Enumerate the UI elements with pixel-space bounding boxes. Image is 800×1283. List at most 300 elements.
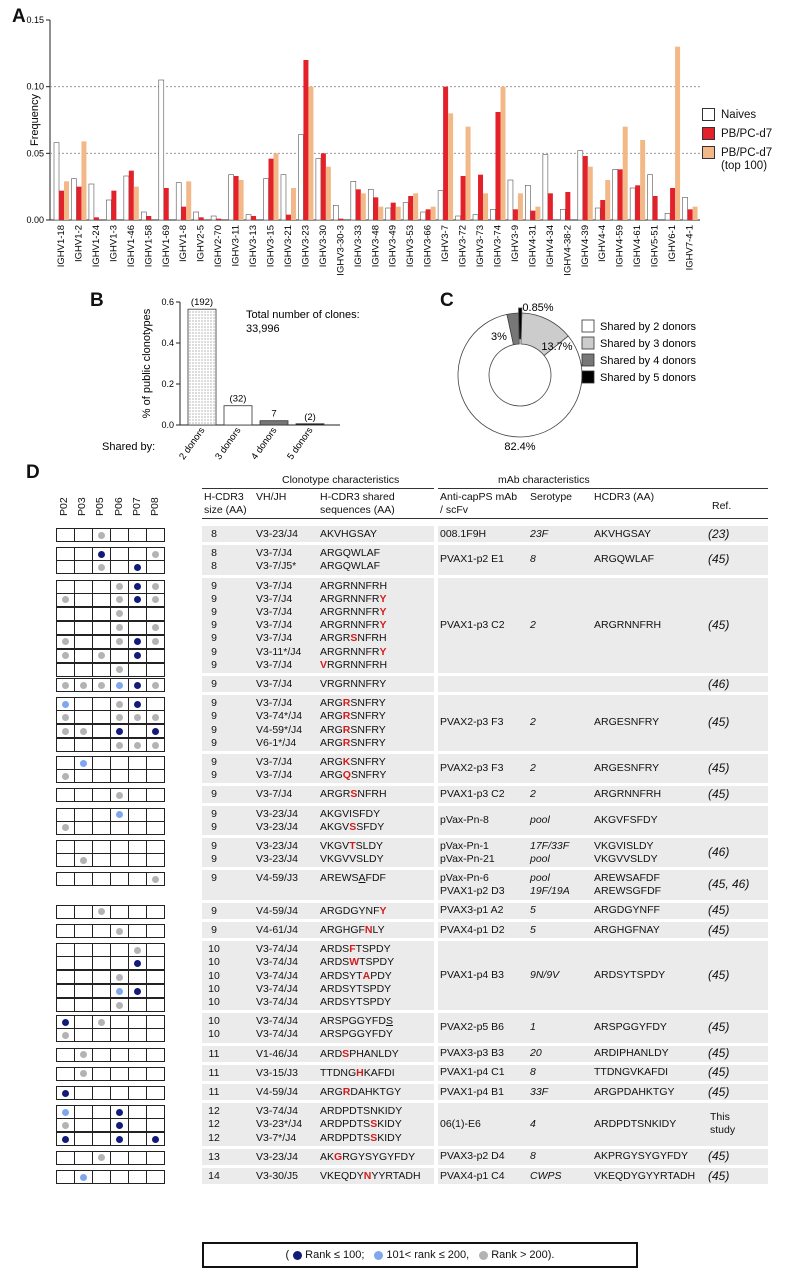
shared-sequence: [320, 1150, 415, 1164]
rank-dot-icon: [62, 1032, 69, 1039]
mab-hcdr3: ARGRNNFRH: [594, 787, 662, 800]
donor-cell: [92, 956, 111, 970]
rank-dot-icon: [152, 876, 159, 883]
sequence-part: VRGRNNFRY: [320, 678, 387, 690]
donor-row: [56, 822, 165, 836]
x-tick-label: IGHV1-69: [160, 225, 172, 268]
donor-grid: [56, 788, 165, 802]
header-rule-2: [438, 488, 768, 489]
donor-cell: [110, 593, 129, 607]
header-anti-2: / scFv: [440, 504, 468, 516]
serotype: 17F/33F: [530, 839, 570, 852]
bar-count-label: (192): [190, 297, 214, 309]
mab-hcdr3: AREWSAFDF: [594, 871, 660, 884]
donor-cell: [146, 1105, 165, 1119]
bar-IGHV3-7-s2: [448, 113, 453, 220]
donor-cell: [110, 580, 129, 594]
sequence-part: ARGRNNFR: [320, 592, 380, 605]
sequence-part: YYRTADH: [371, 1170, 421, 1182]
group-bg-clonotype: [202, 806, 434, 835]
group-15: [20, 1065, 780, 1084]
donor-cell: [110, 956, 129, 970]
shared-sequence: [320, 527, 377, 541]
donor-cell: [74, 621, 93, 635]
sequence-part: ARGRNNFR: [320, 619, 380, 632]
hcdr3-size: 12: [208, 1105, 220, 1118]
shared-sequence: [320, 696, 386, 710]
sequence-part: ARG: [320, 736, 343, 749]
donor-cell: [56, 580, 75, 594]
bar-IGHV3-73-s2: [483, 193, 488, 220]
bar-IGHV1-58-s1: [146, 216, 151, 220]
donor-cell: [110, 821, 129, 835]
rank-legend-3: Rank > 200).: [491, 1249, 555, 1261]
group-18: [20, 1149, 780, 1168]
donor-row: [56, 770, 165, 784]
x-tick-label: IGHV3-21: [282, 225, 294, 268]
donor-cell: [146, 905, 165, 919]
donor-cell: [92, 738, 111, 752]
donor-cell: [74, 769, 93, 783]
donor-cell: [92, 756, 111, 770]
rank-dot-icon: [80, 682, 87, 689]
slice-label-3-donors: 13.7%: [541, 341, 573, 353]
mab-name: PVAX1-p4 C1: [440, 1066, 505, 1079]
legend-item-pbpc-top100: [702, 146, 772, 159]
group-bg-clonotype: [202, 526, 434, 542]
donor-cell: [146, 1015, 165, 1029]
sequence-part: ARGQWLAF: [320, 547, 381, 560]
rank-dot-icon: [152, 624, 159, 631]
rank-dot-icon: [98, 564, 105, 571]
hcdr3-size: 9: [211, 807, 217, 820]
donor-cell: [146, 998, 165, 1012]
donor-cell: [110, 924, 129, 938]
header-shared-2: sequences (AA): [320, 504, 395, 516]
group-19: [20, 1168, 780, 1187]
x-tick-label: IGHV3-73: [475, 225, 487, 268]
donor-cell: [110, 1118, 129, 1132]
vh-jh: V3-7/J4: [256, 678, 293, 690]
group-bg-clonotype: [202, 1013, 434, 1042]
legend-item-naives: [702, 108, 756, 121]
x-tick-label: IGHV3-30: [317, 225, 329, 268]
donor-grid: [56, 1151, 165, 1165]
bar-IGHV4-39-s1: [583, 156, 588, 220]
donor-cell: [146, 635, 165, 649]
donor-cell: [74, 1086, 93, 1100]
donor-cell: [146, 738, 165, 752]
donor-row: [56, 957, 165, 971]
donor-cell: [128, 580, 147, 594]
rank-dot-icon: [62, 1090, 69, 1097]
bar-IGHV1-2-s1: [76, 187, 81, 220]
donor-cell: [56, 663, 75, 677]
sequence-part: ARGRNNFRH: [320, 579, 388, 592]
panel-letter-d: D: [26, 462, 40, 483]
donor-cell: [128, 635, 147, 649]
donor-row: [56, 924, 165, 938]
donor-cell: [110, 1028, 129, 1042]
reference: (23): [708, 526, 730, 541]
sequence-part: NFRH: [357, 632, 387, 645]
y-tick-label: 0.4: [161, 338, 174, 348]
shared-sequence: [320, 546, 380, 560]
bar-IGHV1-2-s0: [71, 179, 76, 220]
donor-grid: [56, 924, 165, 938]
rank-dot-icon: [116, 1002, 123, 1009]
vh-jh: V3-23/J4: [256, 840, 299, 852]
bar-IGHV4-4-s2: [605, 180, 610, 220]
bar-IGHV4-4-s0: [595, 208, 600, 220]
donor-cell: [128, 769, 147, 783]
header-mab: mAb characteristics: [498, 474, 590, 486]
donor-grid: [56, 580, 165, 678]
donor-cell: [92, 853, 111, 867]
x-tick-label: IGHV4-39: [579, 225, 591, 268]
shared-sequence: [320, 807, 380, 821]
donor-cell: [74, 840, 93, 854]
hcdr3-size: 11: [208, 1066, 220, 1079]
donor-cell: [74, 663, 93, 677]
donor-grid: [56, 678, 165, 692]
mab-name: PVAX1-p4 B3: [440, 969, 505, 982]
donor-cell: [56, 724, 75, 738]
hcdr3-size: 8: [211, 560, 217, 573]
rank-dot-icon: [116, 610, 123, 617]
donor-cell: [110, 905, 129, 919]
vh-jh: V3-74*/J4: [256, 710, 303, 723]
donor-cell: [146, 1048, 165, 1062]
donor-col-P05: P05: [94, 497, 107, 516]
sequence-part: ARGHGF: [320, 924, 365, 936]
shared-sequence: [320, 787, 387, 801]
bar-IGHV3-15-s1: [269, 159, 274, 220]
rank-dot-icon: [116, 988, 123, 995]
donor-cell: [128, 528, 147, 542]
sequence-part: ARGDGYNF: [320, 904, 380, 917]
panel-letter-a: A: [12, 6, 26, 27]
serotype: 5: [530, 923, 536, 936]
sequence-part: ARG: [320, 769, 343, 782]
donor-cell: [128, 1151, 147, 1165]
group-7: [20, 806, 780, 838]
mab-name: 06(1)-E6: [440, 1117, 481, 1130]
donor-cell: [110, 697, 129, 711]
donor-cell: [110, 1105, 129, 1119]
x-tick-label: 4 donors: [249, 425, 280, 463]
donor-cell: [74, 808, 93, 822]
shared-sequence: [320, 736, 386, 750]
bar-IGHV3-73-s0: [473, 215, 478, 220]
sequence-part: ARG: [320, 697, 343, 710]
rank-dot-icon: [152, 583, 159, 590]
donor-cell: [92, 580, 111, 594]
rank-dot-icon: [62, 1136, 69, 1143]
shared-sequence: [320, 658, 387, 672]
donor-row: [56, 1119, 165, 1133]
bar-IGHV3-66-s1: [426, 209, 431, 220]
sequence-part: ARDSYT: [320, 969, 363, 982]
legend-swatch-2: [582, 354, 594, 366]
bar-IGHV7-4-1-s1: [688, 209, 693, 220]
donor-cell: [56, 1105, 75, 1119]
donor-cell: [74, 678, 93, 692]
group-8: [20, 838, 780, 870]
shared-sequence: [320, 605, 387, 619]
donor-cell: [128, 808, 147, 822]
bar-IGHV4-4-s1: [600, 200, 605, 220]
serotype: 33F: [530, 1085, 549, 1098]
bar-5 donors: [296, 424, 324, 425]
donor-cell: [110, 560, 129, 574]
donor-cell: [74, 1067, 93, 1081]
slice-label-2-donors: 82.4%: [504, 441, 536, 453]
serotype: 1: [530, 1021, 536, 1034]
bar-IGHV3-21-s2: [291, 188, 296, 220]
bar-IGHV4-34-s1: [548, 193, 553, 220]
donor-row: [56, 678, 165, 692]
mutation-residue: V: [320, 658, 328, 671]
donor-cell: [110, 663, 129, 677]
header-size: H-CDR3: [204, 491, 244, 503]
x-tick-label: IGHV2-5: [195, 225, 207, 262]
donor-cell: [128, 1170, 147, 1184]
vh-jh: V1-46/J4: [256, 1047, 299, 1060]
donor-cell: [56, 738, 75, 752]
donor-cell: [146, 678, 165, 692]
mutation-residue: S: [370, 1118, 378, 1131]
bar-IGHV3-33-s0: [351, 181, 356, 220]
bar-IGHV3-72-s0: [456, 216, 461, 220]
donor-cell: [56, 635, 75, 649]
vh-jh: V3-23/J4: [256, 820, 299, 833]
reference: study: [710, 1124, 736, 1137]
donor-cell: [74, 924, 93, 938]
donor-cell: [56, 756, 75, 770]
group-bg-clonotype: [202, 838, 434, 867]
donor-cell: [92, 724, 111, 738]
slice-3: [519, 308, 522, 339]
bar-IGHV4-31-s2: [535, 207, 540, 220]
donor-cell: [92, 821, 111, 835]
donor-cell: [92, 840, 111, 854]
donor-row: [56, 1015, 165, 1029]
vh-jh: V3-7*/J4: [256, 1131, 297, 1144]
bar-IGHV1-46-s1: [129, 171, 134, 220]
vh-jh: V3-7/J4: [256, 788, 293, 801]
donor-grid: [56, 1105, 165, 1147]
donor-row: [56, 636, 165, 650]
vh-jh: V4-59/J4: [256, 904, 299, 917]
group-bg-clonotype: [202, 754, 434, 783]
donor-cell: [74, 1015, 93, 1029]
reference: (45): [708, 715, 730, 730]
bar-IGHV3-66-s0: [421, 212, 426, 220]
bar-IGHV1-18-s1: [59, 191, 64, 220]
x-tick-label: IGHV4-59: [614, 225, 626, 268]
sequence-part: ARDPDTSNKIDY: [320, 1105, 403, 1118]
vh-jh: V3-7/J4: [256, 605, 293, 618]
donor-cell: [146, 663, 165, 677]
hcdr3-size: 10: [208, 1015, 220, 1028]
donor-cell: [146, 840, 165, 854]
donor-cell: [74, 905, 93, 919]
bar-IGHV3-48-s2: [378, 207, 383, 220]
vh-jh: V4-59*/J4: [256, 723, 303, 736]
sequence-part: TSPDY: [355, 943, 391, 956]
legend-label-pbpc-top100: PB/PC-d7: [721, 146, 773, 159]
x-tick-label: IGHV1-18: [56, 225, 67, 268]
donor-cell: [92, 1151, 111, 1165]
group-9: [20, 870, 780, 902]
donor-cell: [56, 821, 75, 835]
donor-cell: [128, 547, 147, 561]
hcdr3-size: 9: [211, 632, 217, 645]
header-size-2: size (AA): [204, 504, 247, 516]
group-bg-clonotype: [202, 1065, 434, 1081]
bar-IGHV2-5-s0: [194, 212, 199, 220]
mab-hcdr3: ARGHGFNAY: [594, 923, 660, 936]
bar-IGHV3-74-s1: [495, 112, 500, 220]
donor-cell: [128, 943, 147, 957]
donor-cell: [56, 593, 75, 607]
x-tick-label: IGHV3-11: [230, 225, 242, 267]
donor-cell: [128, 607, 147, 621]
sequence-part: ARGRNNFR: [320, 605, 380, 618]
vh-jh: V3-15/J3: [256, 1066, 299, 1079]
donor-cell: [74, 1132, 93, 1146]
group-bg-clonotype: [202, 786, 434, 802]
donor-row: [56, 580, 165, 594]
bar-IGHV4-38-2-s0: [560, 209, 565, 220]
mab-hcdr3: AKPRGYSYGYFDY: [594, 1150, 688, 1163]
x-tick-label: IGHV1-2: [73, 225, 85, 262]
vh-jh: V3-7/J4: [256, 769, 293, 782]
donor-cell: [128, 1132, 147, 1146]
donor-cell: [92, 769, 111, 783]
mab-name: PVAX3-p3 B3: [440, 1047, 505, 1060]
donor-cell: [110, 1132, 129, 1146]
rank-dot-icon: [134, 583, 141, 590]
donor-cell: [110, 984, 129, 998]
serotype: 2: [530, 716, 536, 729]
vh-jh: V3-74/J4: [256, 943, 299, 956]
bar-IGHV3-15-s0: [264, 179, 269, 220]
donor-cell: [146, 724, 165, 738]
x-tick-label: IGHV4-38-2: [562, 225, 574, 276]
mab-hcdr3: AKGVFSFDY: [594, 813, 658, 826]
donor-cell: [56, 1170, 75, 1184]
donor-cell: [128, 1067, 147, 1081]
x-tick-label: IGHV4-4: [597, 225, 609, 262]
donor-cell: [128, 788, 147, 802]
rank-dot-icon: [62, 824, 69, 831]
vh-jh: V3-74/J4: [256, 1028, 299, 1041]
sequence-part: AK: [320, 1150, 335, 1163]
rank-dot-light-icon: [374, 1251, 383, 1260]
x-tick-label: IGHV3-53: [405, 225, 417, 268]
group-11: [20, 922, 780, 941]
x-tick-label: IGHV3-9: [509, 225, 521, 262]
hcdr3-size: 10: [208, 1028, 220, 1041]
donor-cell: [56, 905, 75, 919]
y-tick-label: 0.2: [161, 379, 174, 389]
donor-cell: [128, 840, 147, 854]
group-14: [20, 1046, 780, 1065]
mutation-residue: N: [363, 1170, 372, 1182]
donor-cell: [110, 1086, 129, 1100]
mab-hcdr3: ARSPGGYFDY: [594, 1021, 667, 1034]
reference: (45): [708, 786, 730, 801]
bar-IGHV2-5-s1: [199, 217, 204, 220]
donor-cell: [110, 853, 129, 867]
donor-cell: [146, 649, 165, 663]
bar-IGHV4-61-s1: [635, 185, 640, 220]
donor-cell: [128, 738, 147, 752]
hcdr3-size: 9: [211, 723, 217, 736]
mab-hcdr3: VKGVISLDY: [594, 839, 654, 852]
group-bg-clonotype: [202, 1046, 434, 1062]
rank-dot-icon: [62, 596, 69, 603]
mutation-residue: R: [342, 736, 351, 749]
donor-row: [56, 1029, 165, 1043]
sequence-part: ARG: [320, 1086, 343, 1098]
rank-legend: [202, 1242, 638, 1268]
rank-dot-icon: [116, 1122, 123, 1129]
bar-IGHV3-49-s1: [391, 203, 396, 220]
donor-cell: [110, 1048, 129, 1062]
rank-dot-icon: [116, 1109, 123, 1116]
donor-cell: [92, 872, 111, 886]
donor-cell: [92, 1067, 111, 1081]
donor-cell: [146, 821, 165, 835]
vh-jh: V3-7/J4: [256, 592, 293, 605]
bar-IGHV3-11-s1: [234, 176, 239, 220]
x-tick-label: IGHV1-24: [90, 225, 102, 268]
vh-jh: V3-74/J4: [256, 982, 299, 995]
mab-name: PVAX1-p2 D3: [440, 885, 505, 898]
sequence-part: ARG: [320, 723, 343, 736]
donor-row: [56, 905, 165, 919]
legend-label-pbpc: PB/PC-d7: [721, 127, 773, 140]
hcdr3-size: 9: [211, 697, 217, 710]
vh-jh: V3-7/J4: [256, 658, 293, 671]
hcdr3-size: 10: [208, 956, 220, 969]
donor-cell: [74, 998, 93, 1012]
shared-sequence: [320, 955, 394, 969]
reference: (45): [708, 761, 730, 776]
shared-sequence: [320, 1117, 402, 1131]
donor-row: [56, 854, 165, 868]
bar-IGHV3-13-s1: [251, 216, 256, 220]
rank-dot-icon: [116, 701, 123, 708]
donor-cell: [146, 853, 165, 867]
donor-cell: [146, 769, 165, 783]
donor-cell: [110, 943, 129, 957]
mab-hcdr3: AKVHGSAY: [594, 527, 651, 540]
donor-cell: [92, 1015, 111, 1029]
mab-hcdr3: ARGQWLAF: [594, 553, 655, 566]
sequence-part: AKGVISFDY: [320, 807, 381, 820]
mutation-residue: Y: [379, 619, 387, 632]
sequence-part: KIDY: [377, 1131, 402, 1144]
mab-name: PVAX1-p4 B1: [440, 1085, 505, 1098]
group-bg-clonotype: [202, 695, 434, 751]
bar-IGHV3-30-s0: [316, 159, 321, 220]
chart-b-public-clonotypes: [0, 290, 420, 465]
x-tick-label: IGHV2-70: [213, 225, 225, 268]
